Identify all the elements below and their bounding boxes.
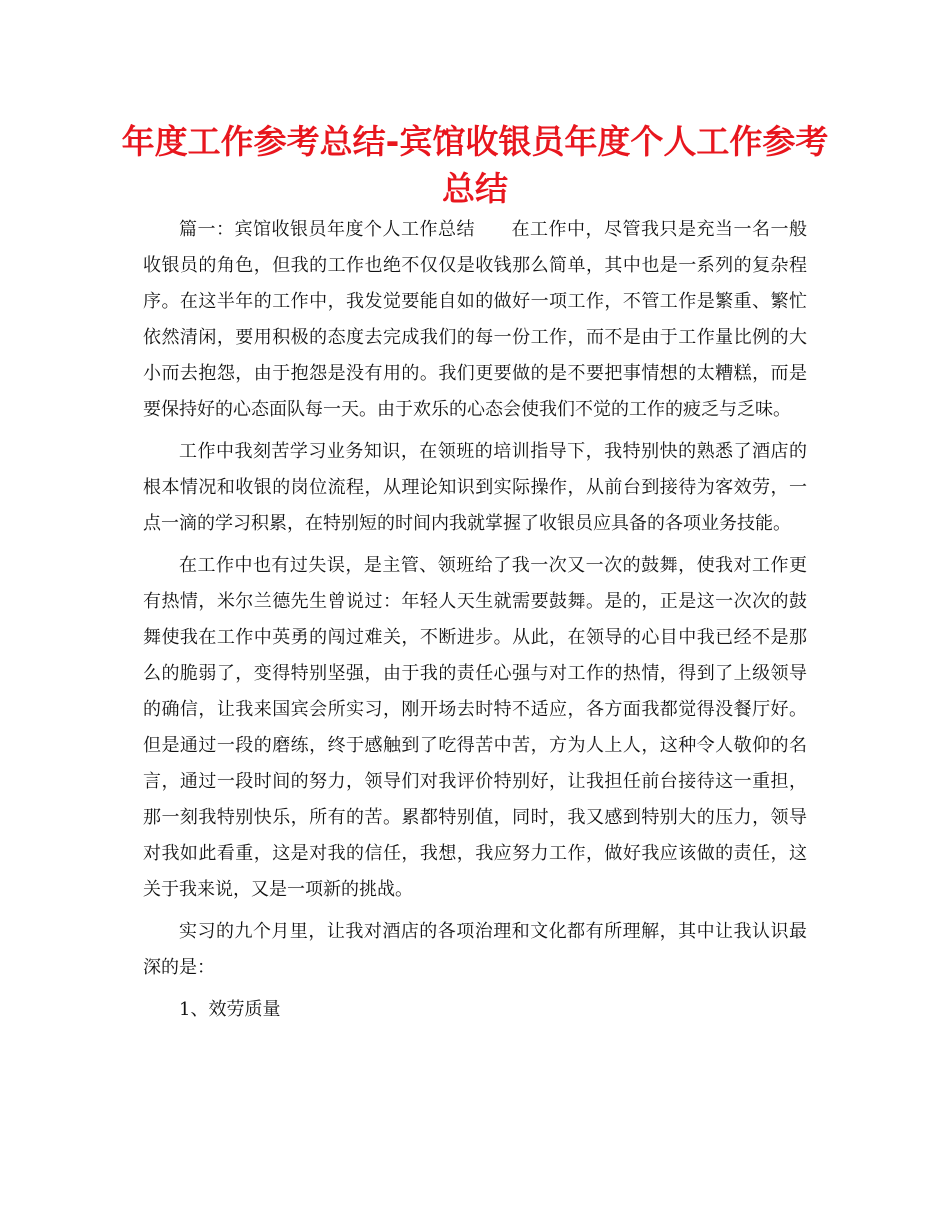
paragraph-4: 实习的九个月里，让我对酒店的各项治理和文化都有所理解，其中让我认识最深的是： — [143, 921, 807, 978]
paragraph-1 — [143, 212, 807, 428]
document-body — [143, 212, 807, 1028]
paragraph-2: 工作中我刻苦学习业务知识，在领班的培训指导下，我特别快的熟悉了酒店的根本情况和收银的岗位流程，从理论知识到实际操作，从前台到接待为客效劳，一点一滴的学习积累，在特别短的时间内我就掌握了收银员应具备的各项业务技能。 — [143, 441, 807, 534]
paragraph-5: 1、效劳质量 — [179, 999, 281, 1020]
paragraph-1-text: 在工作中，尽管我只是充当一名一般收银员的角色，但我的工作也绝不仅仅是收钱那么简单，其中也是一系列的复杂程序。在这半年的工作中，我发觉要能自如的做好一项工作，不管工作是繁重、繁忙依然清闲，要用积极的态度去完成我们的每一份工作，而不是由于工作量比例的大小而去抱怨，由于抱怨是没有用的。我们更要做的是不要把事情想的太糟糕，而是要保持好的心态面队每一天。由于欢乐的心态会使我们不觉的工作的疲乏与乏味。 — [143, 219, 807, 420]
document-title: 年度工作参考总结-宾馆收银员年度个人工作参考总结 — [121, 122, 829, 208]
paragraph-1-lead: 篇一：宾馆收银员年度个人工作总结 — [179, 219, 475, 240]
paragraph-3: 在工作中也有过失误，是主管、领班给了我一次又一次的鼓舞，使我对工作更有热情，米尔兰德先生曾说过：年轻人天生就需要鼓舞。是的，正是这一次次的鼓舞使我在工作中英勇的闯过难关，不断进步。从此，在领导的心目中我已经不是那么的脆弱了，变得特别坚强，由于我的责任心强与对工作的热情，得到了上级领导的确信，让我来国宾会所实习，刚开场去时特不适应，各方面我都觉得没餐厅好。但是通过一段的磨练，终于感触到了吃得苦中苦，方为人上人，这种令人敬仰的名言，通过一段时间的努力，领导们对我评价特别好，让我担任前台接待这一重担，那一刻我特别快乐，所有的苦。累都特别值，同时，我又感到特别大的压力，领导对我如此看重，这是对我的信任，我想，我应努力工作，做好我应该做的责任，这关于我来说，又是一项新的挑战。 — [143, 555, 807, 900]
